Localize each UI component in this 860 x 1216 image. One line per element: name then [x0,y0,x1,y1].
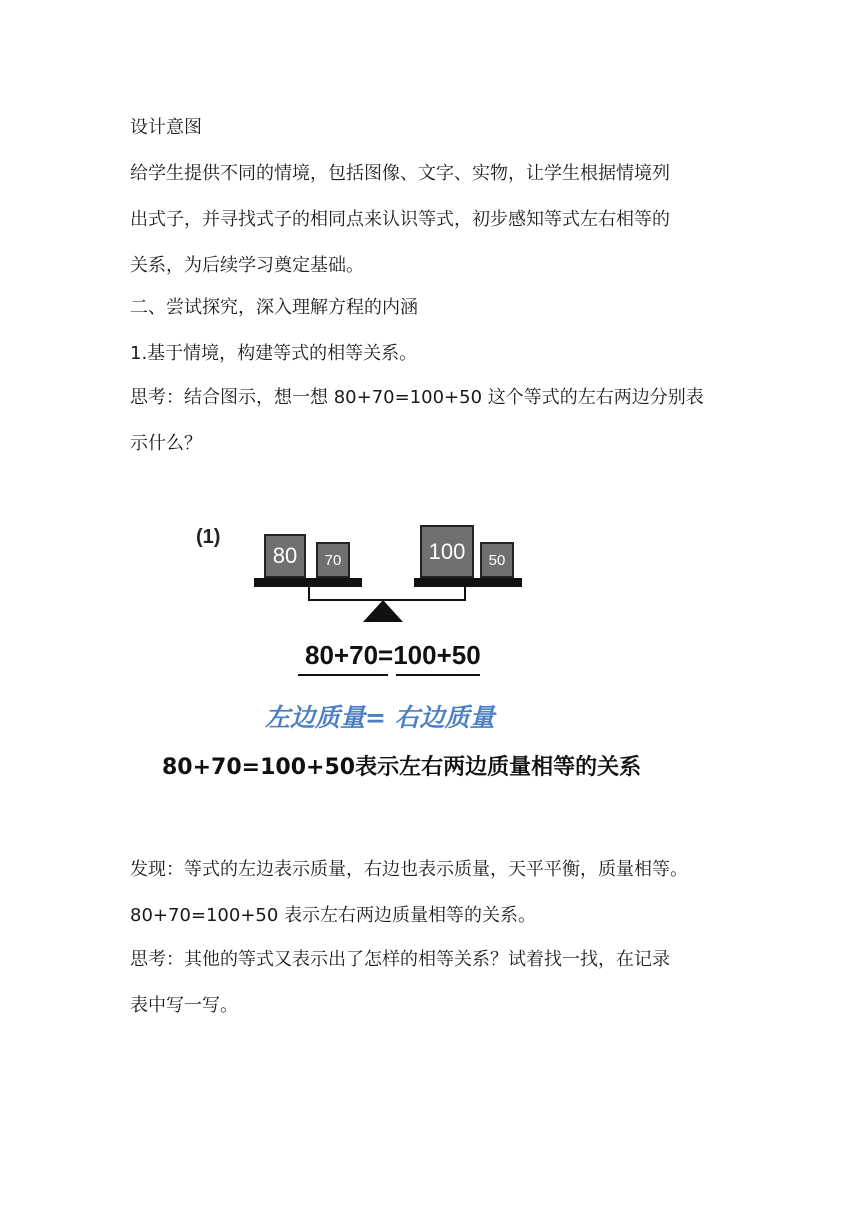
paragraph-line: 给学生提供不同的情境，包括图像、文字、实物，让学生根据情境列 [130,163,670,184]
figure-statement: 80+70=100+50表示左右两边质量相等的关系 [162,755,642,780]
right-pan [414,578,522,587]
equation-underline-left [298,674,388,676]
weight-block: 70 [316,542,350,578]
section-title: 二、尝试探究，深入理解方程的内涵 [130,297,418,318]
question-line: 思考：结合图示，想一想 80+70=100+50 这个等式的左右两边分别表 [130,387,704,408]
question-line: 示什么？ [130,433,202,454]
weight-block: 50 [480,542,514,578]
section-heading: 设计意图 [130,117,202,138]
balance-figure [150,520,690,800]
subsection-title: 1.基于情境，构建等式的相等关系。 [130,343,418,364]
weight-block: 100 [420,525,474,578]
question-line: 思考：其他的等式又表示出了怎样的相等关系？试着找一找，在记录 [130,949,670,970]
question-line: 表中写一写。 [130,995,238,1016]
figure-caption: 左边质量= 右边质量 [265,703,495,732]
paragraph-line: 出式子，并寻找式子的相同点来认识等式，初步感知等式左右相等的 [130,209,670,230]
finding-line: 80+70=100+50 表示左右两边质量相等的关系。 [130,905,537,926]
weight-block: 80 [264,534,306,578]
figure-label: (1) [196,526,221,548]
fulcrum-triangle [363,600,403,622]
left-pan [254,578,362,587]
equation-underline-right [396,674,480,676]
finding-line: 发现：等式的左边表示质量，右边也表示质量，天平平衡，质量相等。 [130,859,688,880]
balance-beam [308,587,466,601]
figure-equation: 80+70=100+50 [305,640,481,670]
paragraph-line: 关系，为后续学习奠定基础。 [130,255,364,276]
